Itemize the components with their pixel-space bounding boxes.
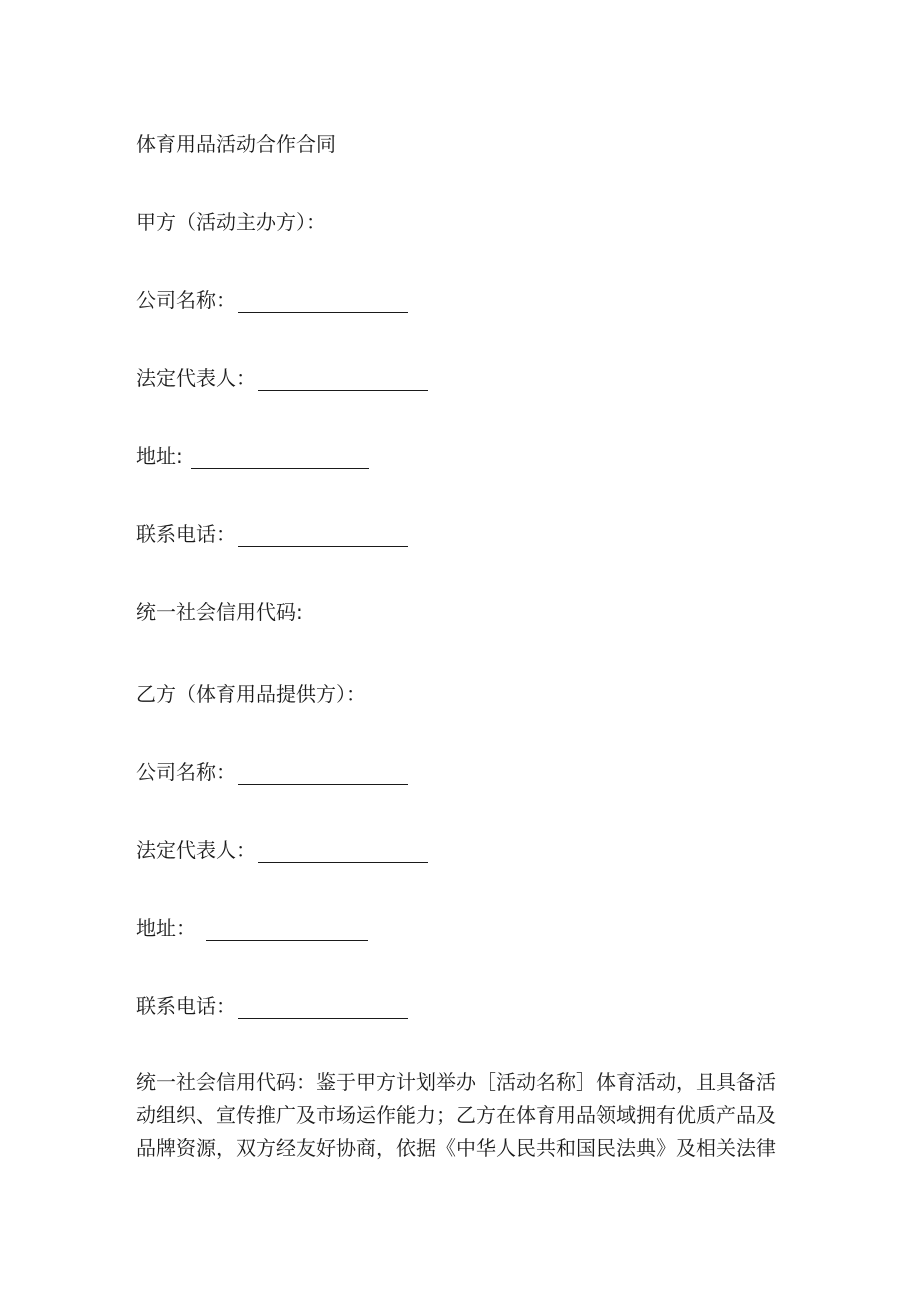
party-a-company-blank[interactable] bbox=[238, 292, 408, 313]
intro-line: 动组织、宣传推广及市场运作能力；乙方在体育用品领域拥有优质产品及 bbox=[136, 1103, 776, 1127]
party-a-address-blank[interactable] bbox=[191, 448, 369, 469]
party-b-rep-line bbox=[136, 837, 428, 863]
party-a-rep-line bbox=[136, 365, 428, 391]
party-b-address-line bbox=[136, 915, 368, 941]
party-a-phone-label: 联系电话： bbox=[136, 522, 236, 546]
party-a-company-line bbox=[136, 287, 408, 313]
party-a-credit-label: 统一社会信用代码: bbox=[136, 600, 303, 624]
party-a-rep-label: 法定代表人： bbox=[136, 366, 256, 390]
party-a-heading bbox=[136, 209, 326, 235]
party-a-company-label: 公司名称： bbox=[136, 288, 236, 312]
intro-paragraph bbox=[136, 1066, 784, 1165]
party-a-heading-text: 甲方（活动主办方）： bbox=[136, 210, 326, 234]
intro-line: 统一社会信用代码：鉴于甲方计划举办［活动名称］体育活动，且具备活 bbox=[136, 1070, 776, 1094]
party-b-company-label: 公司名称： bbox=[136, 760, 236, 784]
party-a-credit-line bbox=[136, 599, 303, 625]
intro-line: 品牌资源，双方经友好协商，依据《中华人民共和国民法典》及相关法律 bbox=[136, 1136, 776, 1160]
party-a-phone-line bbox=[136, 521, 408, 547]
party-b-phone-line bbox=[136, 993, 408, 1019]
party-b-company-line bbox=[136, 759, 408, 785]
party-a-phone-blank[interactable] bbox=[238, 526, 408, 547]
party-b-phone-blank[interactable] bbox=[238, 998, 408, 1019]
party-a-rep-blank[interactable] bbox=[258, 370, 428, 391]
contract-title-text: 体育用品活动合作合同 bbox=[136, 132, 336, 156]
party-b-rep-blank[interactable] bbox=[258, 842, 428, 863]
party-b-phone-label: 联系电话： bbox=[136, 994, 236, 1018]
party-b-heading-text: 乙方（体育用品提供方）： bbox=[136, 682, 366, 706]
party-b-address-label: 地址： bbox=[136, 916, 196, 940]
contract-title bbox=[136, 131, 336, 157]
party-b-heading bbox=[136, 681, 366, 707]
party-b-address-blank[interactable] bbox=[206, 920, 368, 941]
party-a-address-label: 地址: bbox=[136, 444, 183, 468]
party-b-company-blank[interactable] bbox=[238, 764, 408, 785]
party-b-rep-label: 法定代表人： bbox=[136, 838, 256, 862]
party-a-address-line bbox=[136, 443, 369, 469]
